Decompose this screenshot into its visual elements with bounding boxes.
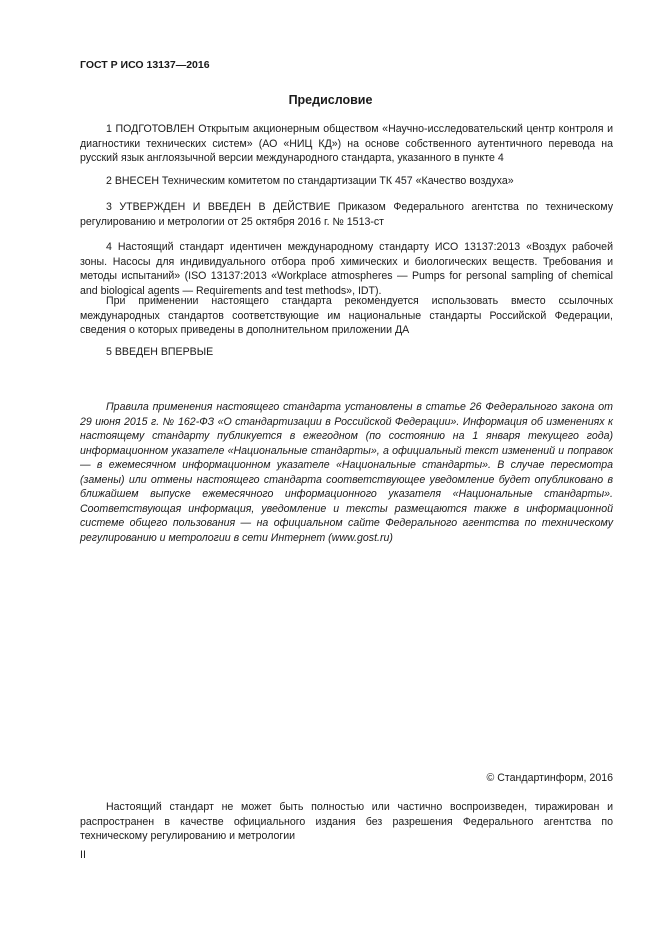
section-title: Предисловие (288, 93, 373, 107)
item-5-paragraph: 5 ВВЕДЕН ВПЕРВЫЕ (106, 346, 214, 358)
item-3-paragraph: 3 УТВЕРЖДЕН И ВВЕДЕН В ДЕЙСТВИЕ Приказом Федерального агентства по техническому регулированию и метрологии от 25 октября 2016 г. № 1513-ст (80, 201, 613, 228)
notice-paragraph: Правила применения настоящего стандарта установлены в статье 26 Федерального закона от 29 июня 2015 г. № 162-ФЗ «О стандартизации в Российской Федерации». Информация об изменениях к настоящему стандарту публикуется в ежегодном (по состоянию на 1 января текущего года) информационном указателе «Национальные стандарты», а официальный текст изменений и поправок — в ежемесячном информационном указателе «Национальные стандарты». В случае пересмотра (замены) или отмены настоящего стандарта соответствующее уведомление будет опубликовано в ближайшем выпуске ежемесячного информационного указателя «Национальные стандарты». Соответствующая информация, уведомление и тексты размещаются также в информационной системе общего пользования — на официальном сайте Федерального агентства по техническому регулированию и метрологии в сети Интернет (www.gost.ru) (80, 401, 613, 544)
item-4-note-paragraph: При применении настоящего стандарта рекомендуется использовать вместо ссылочных международных стандартов соответствующие им национальные стандарты Российской Федерации, сведения о которых приведены в дополнительном приложении ДА (80, 295, 613, 336)
standard-code-header: ГОСТ Р ИСО 13137—2016 (80, 59, 210, 71)
copyright-line: © Стандартинформ, 2016 (486, 772, 613, 784)
rights-paragraph: Настоящий стандарт не может быть полностью или частично воспроизведен, тиражирован и распространен в качестве официального издания без разрешения Федерального агентства по техническому регулированию и метрологии (80, 801, 613, 842)
item-2-paragraph: 2 ВНЕСЕН Техническим комитетом по стандартизации ТК 457 «Качество воздуха» (106, 175, 514, 187)
item-1-paragraph: 1 ПОДГОТОВЛЕН Открытым акционерным обществом «Научно-исследовательский центр контроля и диагностики технических систем» (АО «НИЦ КД») на основе собственного аутентичного перевода на русский язык англоязычной версии международного стандарта, указанного в пункте 4 (80, 123, 613, 164)
item-4-paragraph: 4 Настоящий стандарт идентичен международному стандарту ИСО 13137:2013 «Воздух рабочей зоны. Насосы для индивидуального отбора проб химических и биологических веществ. Требования и методы испытаний» (ISO 13137:2013 «Workplace atmospheres — Pumps for personal sampling of chemical and biological agents — Requirements and test methods», IDT). (80, 241, 613, 297)
page-number: II (80, 849, 86, 861)
